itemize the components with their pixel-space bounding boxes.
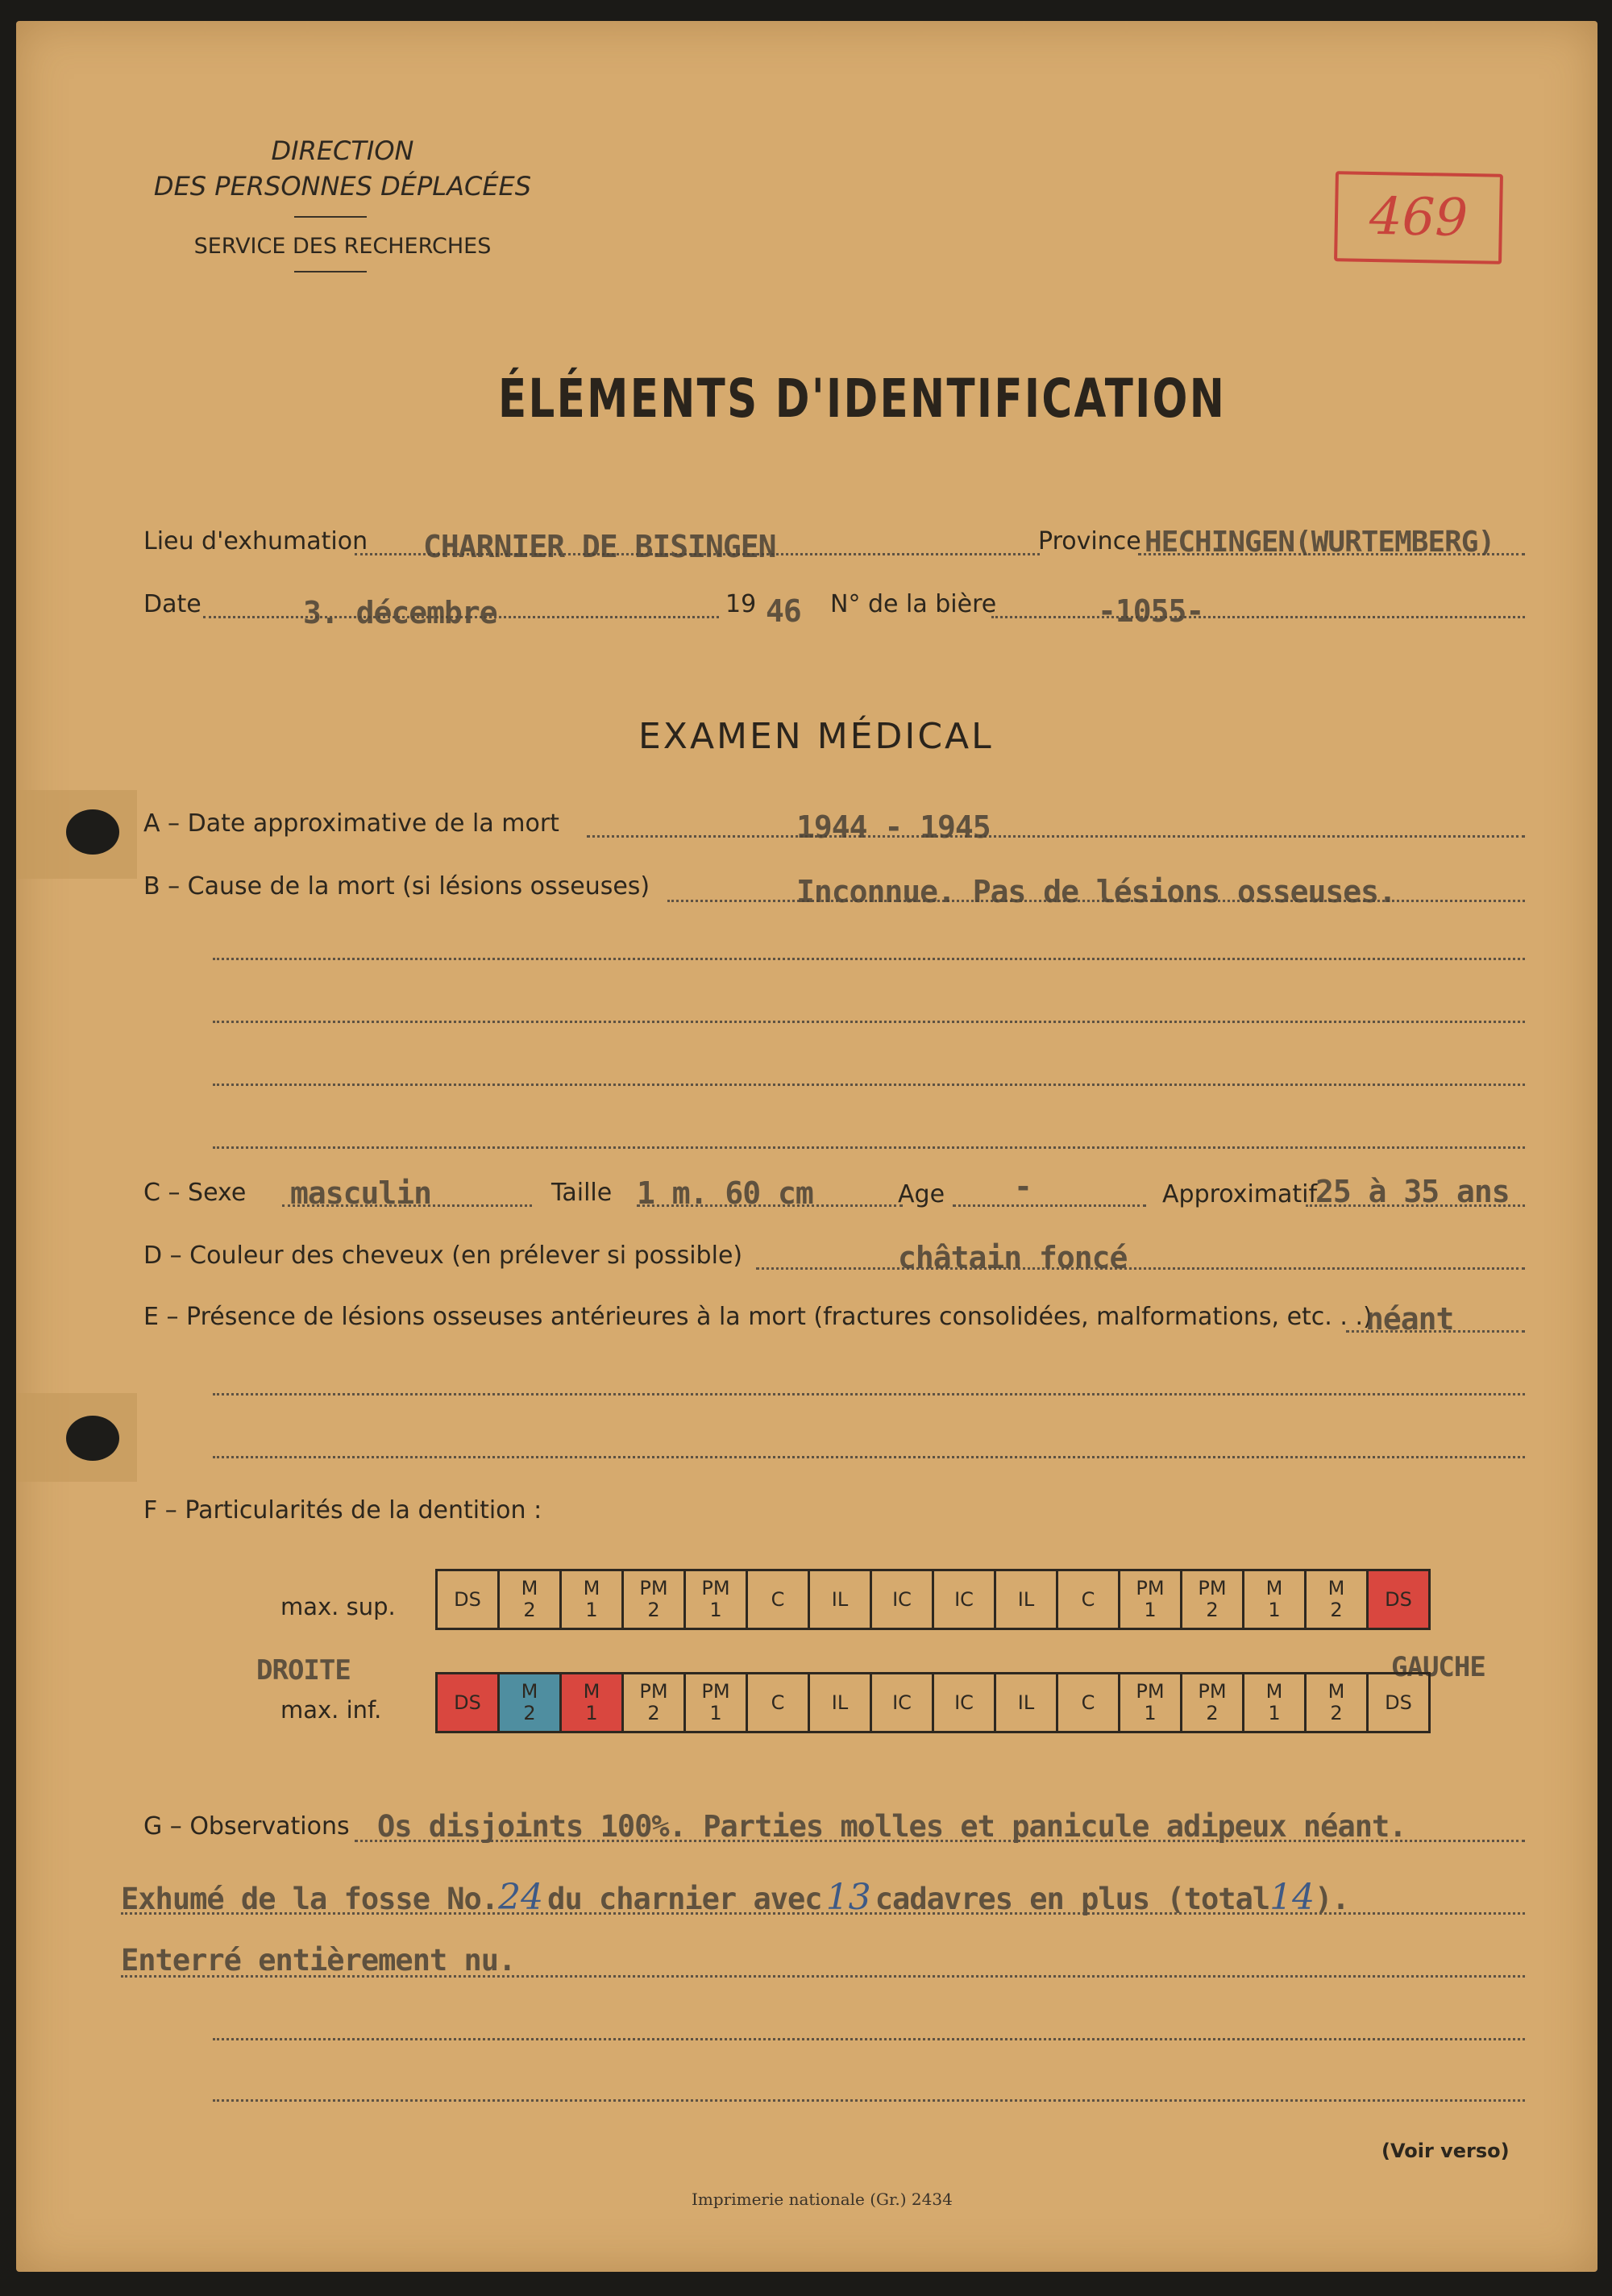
exam-e-value: néant: [1365, 1301, 1454, 1337]
stamp-number: 469: [1369, 186, 1469, 249]
upper-tooth-label: IC: [954, 1587, 974, 1611]
obs-fosse-number: 24: [498, 1877, 544, 1918]
lower-tooth-15: [1306, 1674, 1368, 1732]
exam-a-value: 1944 - 1945: [796, 809, 991, 845]
exam-b-line-4: [213, 1084, 1525, 1086]
lower-tooth-label: PM 2: [639, 1680, 668, 1724]
lower-tooth-4: [623, 1674, 685, 1732]
lieu-value: CHARNIER DE BISINGEN: [423, 529, 776, 564]
lower-tooth-1: [437, 1674, 499, 1732]
upper-tooth-7: [809, 1570, 871, 1629]
lower-tooth-label: IC: [892, 1691, 912, 1714]
punch-hole-top: [66, 809, 119, 855]
exam-e-line-2: [213, 1393, 1525, 1395]
lower-tooth-5: [685, 1674, 747, 1732]
lower-tooth-14: [1244, 1674, 1306, 1732]
upper-tooth-label: M 2: [521, 1577, 538, 1621]
observations-line3: Enterré entièrement nu.: [121, 1943, 516, 1978]
observations-line1: Os disjoints 100%. Parties molles et panicule adipeux néant.: [377, 1809, 1406, 1844]
upper-teeth-row: [437, 1570, 1430, 1629]
header-line3: SERVICE DES RECHERCHES: [193, 234, 492, 259]
obs-line2-part-b: du charnier avec: [547, 1882, 822, 1916]
upper-tooth-15: [1306, 1570, 1368, 1629]
exam-a-dots: [587, 835, 1525, 838]
upper-tooth-5: [685, 1570, 747, 1629]
form-paper: [16, 21, 1597, 2272]
age-dots: [953, 1204, 1146, 1207]
exam-b-line-5: [213, 1146, 1525, 1149]
lower-tooth-label: IC: [954, 1691, 974, 1714]
exam-b-label: B – Cause de la mort (si lésions osseuses): [143, 872, 650, 901]
exam-b-line-2: [213, 958, 1525, 960]
header-line2: DES PERSONNES DÉPLACÉES: [153, 171, 532, 202]
upper-tooth-4: [623, 1570, 685, 1629]
exam-c-label: C – Sexe: [143, 1179, 247, 1207]
header-divider-1: [294, 216, 367, 218]
upper-tooth-label: M 2: [1327, 1577, 1345, 1621]
punch-hole-bottom: [66, 1416, 119, 1461]
number-stamp: [1334, 171, 1503, 264]
upper-teeth-chart: [435, 1569, 1431, 1630]
upper-tooth-13: [1182, 1570, 1244, 1629]
age-value: -: [1014, 1169, 1032, 1204]
lower-tooth-label: M 2: [521, 1680, 538, 1724]
upper-tooth-label: PM 1: [1136, 1577, 1165, 1621]
lieu-label: Lieu d'exhumation: [143, 527, 368, 555]
age-label: Age: [898, 1180, 945, 1208]
upper-tooth-label: C: [771, 1587, 785, 1611]
max-inf-label: max. inf.: [280, 1696, 382, 1724]
obs-line2-part-a: Exhumé de la fosse No.: [121, 1882, 499, 1916]
province-label: Province: [1038, 527, 1141, 555]
upper-tooth-label: DS: [454, 1587, 481, 1611]
upper-tooth-10: [995, 1570, 1057, 1629]
upper-tooth-12: [1120, 1570, 1182, 1629]
exam-a-label: A – Date approximative de la mort: [143, 809, 559, 838]
taille-label: Taille: [551, 1179, 613, 1207]
biere-label: N° de la bière: [830, 590, 997, 618]
droite-label: DROITE: [256, 1654, 351, 1687]
lower-tooth-label: IL: [1017, 1691, 1035, 1714]
upper-tooth-label: DS: [1385, 1587, 1412, 1611]
approx-label: Approximatif: [1162, 1180, 1318, 1208]
lower-tooth-label: C: [1081, 1691, 1095, 1714]
max-sup-label: max. sup.: [280, 1593, 396, 1620]
year-value: 46: [766, 593, 801, 629]
lower-tooth-label: PM 1: [701, 1680, 730, 1724]
lower-tooth-16: [1368, 1674, 1430, 1732]
upper-tooth-9: [933, 1570, 995, 1629]
lower-tooth-label: PM 2: [1198, 1680, 1227, 1724]
observations-dots-5: [213, 2099, 1525, 2102]
upper-tooth-label: PM 2: [1198, 1577, 1227, 1621]
observations-dots-2: [121, 1912, 1525, 1915]
exam-b-value: Inconnue. Pas de lésions osseuses.: [796, 874, 1396, 909]
lower-tooth-label: C: [771, 1691, 785, 1714]
exam-e-line-3: [213, 1456, 1525, 1458]
header-line1: DIRECTION: [271, 135, 414, 166]
exam-d-dots: [756, 1267, 1525, 1270]
observations-label: G – Observations: [143, 1812, 350, 1841]
upper-tooth-3: [561, 1570, 623, 1629]
upper-tooth-16: [1368, 1570, 1430, 1629]
sexe-value: masculin: [290, 1175, 432, 1211]
upper-tooth-11: [1057, 1570, 1120, 1629]
upper-tooth-label: PM 2: [639, 1577, 668, 1621]
lower-teeth-row: [437, 1674, 1430, 1732]
lower-tooth-8: [871, 1674, 933, 1732]
observations-dots-3: [121, 1975, 1525, 1978]
lower-tooth-label: IL: [831, 1691, 849, 1714]
exam-f-label: F – Particularités de la dentition :: [143, 1496, 542, 1524]
upper-tooth-14: [1244, 1570, 1306, 1629]
upper-tooth-8: [871, 1570, 933, 1629]
lower-tooth-2: [499, 1674, 561, 1732]
lower-tooth-label: DS: [1385, 1691, 1412, 1714]
observations-dots-4: [213, 2038, 1525, 2040]
upper-tooth-1: [437, 1570, 499, 1629]
upper-tooth-label: M 1: [1265, 1577, 1283, 1621]
upper-tooth-label: M 1: [583, 1577, 600, 1621]
lower-tooth-13: [1182, 1674, 1244, 1732]
lower-tooth-7: [809, 1674, 871, 1732]
section-title: EXAMEN MÉDICAL: [638, 716, 994, 757]
upper-tooth-label: IL: [831, 1587, 849, 1611]
upper-tooth-label: IC: [892, 1587, 912, 1611]
upper-tooth-label: C: [1081, 1587, 1095, 1611]
exam-d-label: D – Couleur des cheveux (en prélever si possible): [143, 1242, 743, 1270]
lower-tooth-label: DS: [454, 1691, 481, 1714]
date-label: Date: [143, 590, 202, 618]
approx-value: 25 à 35 ans: [1315, 1174, 1510, 1209]
province-value: HECHINGEN(WURTEMBERG): [1145, 526, 1495, 559]
lower-tooth-12: [1120, 1674, 1182, 1732]
obs-line2-part-c: cadavres en plus (total: [875, 1882, 1270, 1916]
lower-tooth-10: [995, 1674, 1057, 1732]
obs-total-number: 14: [1269, 1877, 1315, 1918]
lower-tooth-6: [747, 1674, 809, 1732]
lower-tooth-label: M 1: [1265, 1680, 1283, 1724]
exam-d-value: châtain foncé: [898, 1240, 1128, 1275]
upper-tooth-label: PM 1: [701, 1577, 730, 1621]
biere-value: -1055-: [1098, 593, 1204, 629]
voir-verso: (Voir verso): [1381, 2140, 1510, 2162]
obs-cadavres-number: 13: [825, 1877, 871, 1918]
page-title: ÉLÉMENTS D'IDENTIFICATION: [498, 368, 1227, 430]
lower-tooth-11: [1057, 1674, 1120, 1732]
taille-value: 1 m. 60 cm: [637, 1175, 813, 1211]
lower-tooth-label: PM 1: [1136, 1680, 1165, 1724]
upper-tooth-label: IL: [1017, 1587, 1035, 1611]
gauche-label: GAUCHE: [1391, 1651, 1485, 1683]
exam-e-label: E – Présence de lésions osseuses antérieures à la mort (fractures consolidées, malformations, etc. . .): [143, 1303, 1373, 1331]
exam-b-line-3: [213, 1021, 1525, 1023]
lower-tooth-3: [561, 1674, 623, 1732]
lower-teeth-chart: [435, 1672, 1431, 1733]
lower-tooth-9: [933, 1674, 995, 1732]
biere-dots: [991, 616, 1525, 618]
printer-imprint: Imprimerie nationale (Gr.) 2434: [692, 2190, 953, 2209]
year-prefix: 19: [725, 590, 757, 618]
header-divider-2: [294, 271, 367, 272]
obs-line2-part-d: ).: [1315, 1882, 1349, 1916]
lower-tooth-label: M 2: [1327, 1680, 1345, 1724]
upper-tooth-2: [499, 1570, 561, 1629]
observations-dots-1: [355, 1840, 1525, 1842]
lower-tooth-label: M 1: [583, 1680, 600, 1724]
date-value: 3. décembre: [303, 595, 497, 630]
upper-tooth-6: [747, 1570, 809, 1629]
